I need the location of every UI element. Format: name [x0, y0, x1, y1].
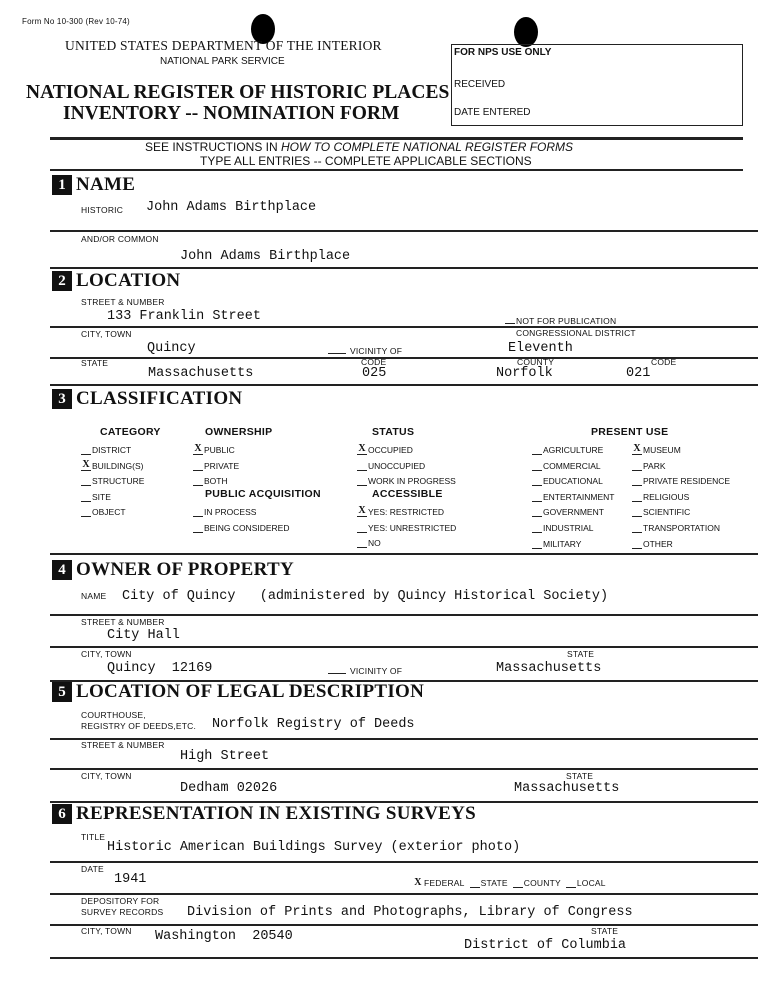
- checkbox[interactable]: [532, 538, 542, 549]
- accessible-heading: ACCESSIBLE: [372, 488, 443, 500]
- punch-hole: [514, 17, 538, 47]
- federal-label: FEDERAL: [424, 878, 465, 888]
- present-use-2-option[interactable]: [632, 538, 673, 549]
- owner-city-label: CITY, TOWN: [81, 649, 132, 659]
- divider: [50, 267, 758, 269]
- checkbox[interactable]: [632, 475, 642, 486]
- present-use-2-option[interactable]: [632, 475, 730, 486]
- survey-date-label: DATE: [81, 864, 104, 874]
- divider: [50, 957, 758, 959]
- legal-state: Massachusetts: [514, 781, 620, 796]
- not-for-publication-label: NOT FOR PUBLICATION: [516, 316, 617, 326]
- present-use-heading: PRESENT USE: [591, 426, 669, 438]
- section-number: 6: [52, 804, 72, 824]
- divider: [50, 614, 758, 616]
- owner-name: City of Quincy (administered by Quincy Historical Society): [122, 589, 609, 604]
- local-option-label: LOCAL: [576, 878, 606, 888]
- option-label: MILITARY: [543, 538, 582, 549]
- survey-city-label: CITY, TOWN: [81, 926, 132, 936]
- category-option[interactable]: [81, 444, 131, 455]
- street-label: STREET & NUMBER: [81, 297, 165, 307]
- form-number: Form No 10-300 (Rev 10-74): [22, 17, 130, 26]
- common-label: AND/OR COMMON: [81, 234, 159, 244]
- option-label: PARK: [643, 460, 666, 471]
- courthouse-value: Norfolk Registry of Deeds: [212, 717, 415, 732]
- option-label: BOTH: [204, 476, 228, 487]
- section-1-header: [52, 174, 135, 196]
- county-checkbox[interactable]: [513, 877, 523, 888]
- survey-records-label: SURVEY RECORDS: [81, 907, 164, 917]
- present-use-2-option[interactable]: [632, 522, 720, 533]
- checkbox[interactable]: [532, 444, 542, 455]
- legal-state-label: STATE: [566, 771, 594, 781]
- checkbox[interactable]: [632, 491, 642, 502]
- depository-value: Division of Prints and Photographs, Library of Congress: [187, 905, 633, 920]
- checkbox[interactable]: X: [358, 443, 366, 454]
- option-label: ENTERTAINMENT: [543, 491, 615, 502]
- status-option[interactable]: [357, 444, 413, 455]
- section-title: LOCATION OF LEGAL DESCRIPTION: [76, 681, 425, 702]
- public-acquisition-option[interactable]: [193, 522, 290, 533]
- checkbox[interactable]: [632, 522, 642, 533]
- legal-city: Dedham 02026: [180, 781, 278, 796]
- divider: [50, 169, 743, 171]
- county-code-label: CODE: [651, 357, 677, 367]
- divider: [50, 646, 758, 648]
- present-use-1-option[interactable]: [532, 460, 601, 471]
- owner-state-label: STATE: [567, 649, 595, 659]
- checkbox[interactable]: X: [194, 443, 202, 454]
- survey-state-label: STATE: [591, 926, 619, 936]
- owner-vicinity-of: [328, 665, 402, 676]
- owner-name-label: NAME: [81, 591, 107, 601]
- accessible-option[interactable]: [357, 522, 456, 533]
- option-label: MUSEUM: [643, 445, 681, 455]
- congressional-district-label: CONGRESSIONAL DISTRICT: [516, 328, 636, 338]
- checkbox[interactable]: [532, 522, 542, 533]
- checkbox[interactable]: [357, 522, 367, 533]
- divider: [50, 553, 758, 555]
- instructions-title: HOW TO COMPLETE NATIONAL REGISTER FORMS: [281, 140, 574, 154]
- checkbox[interactable]: [193, 475, 203, 486]
- state-code-label: CODE: [361, 357, 387, 367]
- option-label: WORK IN PROGRESS: [368, 476, 456, 487]
- vicinity-label: VICINITY OF: [350, 666, 403, 676]
- city-label: CITY, TOWN: [81, 329, 132, 339]
- option-label: SCIENTIFIC: [643, 507, 691, 518]
- option-label: TRANSPORTATION: [643, 523, 720, 533]
- county-value: Norfolk: [496, 366, 553, 381]
- present-use-1-option[interactable]: [532, 491, 614, 502]
- checkbox[interactable]: [632, 460, 642, 471]
- option-label: PRIVATE: [204, 460, 240, 471]
- checkbox[interactable]: [81, 491, 91, 502]
- historic-name: John Adams Birthplace: [146, 200, 317, 215]
- section-3-header: [52, 388, 242, 410]
- form-title-line1: NATIONAL REGISTER OF HISTORIC PLACES: [26, 82, 450, 103]
- received-label: RECEIVED: [454, 79, 506, 90]
- option-label: EDUCATIONAL: [543, 476, 603, 487]
- option-label: AGRICULTURE: [543, 445, 604, 455]
- section-number: 3: [52, 389, 72, 409]
- checkbox[interactable]: [193, 460, 203, 471]
- legal-city-label: CITY, TOWN: [81, 771, 132, 781]
- divider: [50, 230, 758, 232]
- divider: [50, 768, 758, 770]
- survey-level: [413, 877, 606, 888]
- common-name: John Adams Birthplace: [180, 249, 351, 264]
- state-option-label: STATE: [480, 878, 508, 888]
- owner-street: City Hall: [107, 628, 180, 643]
- accessible-option[interactable]: [357, 506, 444, 517]
- historic-label: HISTORIC: [81, 205, 124, 215]
- ownership-heading: OWNERSHIP: [205, 426, 273, 438]
- option-label: BUILDING(S): [92, 460, 144, 471]
- survey-city: Washington 20540: [155, 929, 293, 944]
- checkbox[interactable]: [632, 538, 642, 549]
- category-option[interactable]: [81, 475, 144, 486]
- checkbox[interactable]: [193, 522, 203, 533]
- ownership-option[interactable]: [193, 475, 228, 486]
- public-acquisition-option[interactable]: [193, 506, 256, 517]
- divider: [50, 893, 758, 895]
- checkbox[interactable]: X: [358, 505, 366, 516]
- vicinity-label: VICINITY OF: [350, 346, 403, 356]
- section-title: OWNER OF PROPERTY: [76, 559, 295, 580]
- present-use-1-option[interactable]: [532, 444, 603, 455]
- option-label: SITE: [92, 491, 111, 502]
- date-entered-label: DATE ENTERED: [454, 107, 531, 118]
- owner-city: Quincy 12169: [107, 661, 213, 676]
- checkbox[interactable]: [532, 506, 542, 517]
- present-use-2-option[interactable]: [632, 460, 666, 471]
- county-code-value: 021: [626, 366, 651, 381]
- section-6-header: [52, 803, 476, 825]
- option-label: NO: [368, 538, 381, 549]
- option-label: BEING CONSIDERED: [204, 522, 290, 533]
- divider: [50, 924, 758, 926]
- public-acquisition-heading: PUBLIC ACQUISITION: [205, 488, 321, 500]
- checkbox[interactable]: [632, 506, 642, 517]
- section-number: 4: [52, 560, 72, 580]
- instructions-line1: [145, 140, 573, 154]
- checkbox[interactable]: [193, 506, 203, 517]
- option-label: OTHER: [643, 538, 673, 549]
- option-label: OBJECT: [92, 507, 126, 518]
- divider: [50, 384, 758, 386]
- instructions-prefix: SEE INSTRUCTIONS IN: [145, 140, 282, 154]
- registry-label: REGISTRY OF DEEDS,ETC.: [81, 721, 197, 731]
- option-label: RELIGIOUS: [643, 491, 690, 502]
- section-number: 5: [52, 682, 72, 702]
- local-checkbox[interactable]: [566, 877, 576, 888]
- option-label: DISTRICT: [92, 445, 132, 455]
- federal-checkbox[interactable]: X: [414, 877, 422, 888]
- section-title: NAME: [76, 174, 136, 195]
- section-4-header: [52, 559, 294, 581]
- form-title-line2: INVENTORY -- NOMINATION FORM: [63, 103, 400, 124]
- section-title: REPRESENTATION IN EXISTING SURVEYS: [76, 803, 477, 824]
- divider: [50, 861, 758, 863]
- owner-street-label: STREET & NUMBER: [81, 617, 165, 627]
- nps-use-box: [451, 44, 743, 126]
- state-code-value: 025: [362, 366, 387, 381]
- category-option[interactable]: [81, 506, 126, 517]
- divider: [50, 326, 758, 328]
- status-heading: STATUS: [372, 426, 415, 438]
- checkbox[interactable]: [357, 475, 367, 486]
- present-use-1-option[interactable]: [532, 506, 604, 517]
- state-value: Massachusetts: [148, 366, 254, 381]
- checkbox[interactable]: [81, 506, 91, 517]
- survey-state: District of Columbia: [464, 938, 627, 953]
- checkbox[interactable]: [81, 475, 91, 486]
- present-use-2-option[interactable]: [632, 444, 681, 455]
- status-option[interactable]: [357, 460, 425, 471]
- section-5-header: [52, 681, 424, 703]
- category-heading: CATEGORY: [100, 426, 161, 438]
- county-option-label: COUNTY: [523, 878, 561, 888]
- survey-title-label: TITLE: [81, 832, 106, 842]
- present-use-1-option[interactable]: [532, 538, 581, 549]
- ownership-option[interactable]: [193, 460, 239, 471]
- option-label: IN PROCESS: [204, 507, 257, 517]
- state-label: STATE: [81, 358, 109, 368]
- street-value: 133 Franklin Street: [107, 309, 261, 324]
- option-label: GOVERNMENT: [543, 507, 604, 518]
- checkbox[interactable]: [357, 460, 367, 471]
- congressional-district-value: Eleventh: [508, 341, 573, 356]
- option-label: YES: UNRESTRICTED: [368, 522, 457, 533]
- option-label: PRIVATE RESIDENCE: [643, 476, 731, 487]
- checkbox[interactable]: [357, 537, 367, 548]
- option-label: STRUCTURE: [92, 476, 145, 487]
- section-number: 2: [52, 271, 72, 291]
- section-number: 1: [52, 175, 72, 195]
- state-checkbox[interactable]: [470, 877, 480, 888]
- section-title: LOCATION: [76, 270, 181, 291]
- survey-title: Historic American Buildings Survey (exterior photo): [107, 840, 521, 855]
- legal-street: High Street: [180, 749, 270, 764]
- option-label: INDUSTRIAL: [543, 523, 594, 533]
- option-label: OCCUPIED: [368, 445, 413, 455]
- category-option[interactable]: [81, 460, 143, 471]
- category-option[interactable]: [81, 491, 111, 502]
- owner-state: Massachusetts: [496, 661, 602, 676]
- checkbox[interactable]: [532, 460, 542, 471]
- option-label: PUBLIC: [204, 445, 235, 455]
- legal-street-label: STREET & NUMBER: [81, 740, 165, 750]
- depository-label: DEPOSITORY FOR: [81, 896, 160, 906]
- section-2-header: [52, 270, 180, 292]
- option-label: UNOCCUPIED: [368, 460, 426, 471]
- status-option[interactable]: [357, 475, 456, 486]
- present-use-1-option[interactable]: [532, 522, 594, 533]
- option-label: YES: RESTRICTED: [368, 507, 445, 517]
- agency-name: NATIONAL PARK SERVICE: [160, 56, 285, 67]
- present-use-1-option[interactable]: [532, 475, 603, 486]
- department-name: UNITED STATES DEPARTMENT OF THE INTERIOR: [65, 38, 382, 53]
- section-title: CLASSIFICATION: [76, 388, 243, 409]
- option-label: COMMERCIAL: [543, 460, 601, 471]
- present-use-2-option[interactable]: [632, 491, 689, 502]
- vicinity-of: [328, 345, 402, 356]
- checkbox[interactable]: X: [82, 458, 90, 470]
- accessible-option[interactable]: [357, 537, 381, 548]
- city-value: Quincy: [147, 341, 196, 356]
- not-for-publication: [505, 315, 616, 326]
- instructions-line2: TYPE ALL ENTRIES -- COMPLETE APPLICABLE SECTIONS: [200, 154, 532, 168]
- checkbox[interactable]: [532, 475, 542, 486]
- survey-date: 1941: [114, 872, 147, 887]
- courthouse-label: COURTHOUSE,: [81, 710, 146, 720]
- checkbox[interactable]: [532, 491, 542, 502]
- nps-heading: FOR NPS USE ONLY: [454, 47, 552, 58]
- present-use-2-option[interactable]: [632, 506, 690, 517]
- checkbox[interactable]: X: [633, 443, 641, 454]
- county-label: COUNTY: [517, 357, 555, 367]
- ownership-option[interactable]: [193, 444, 235, 455]
- checkbox[interactable]: [81, 444, 91, 455]
